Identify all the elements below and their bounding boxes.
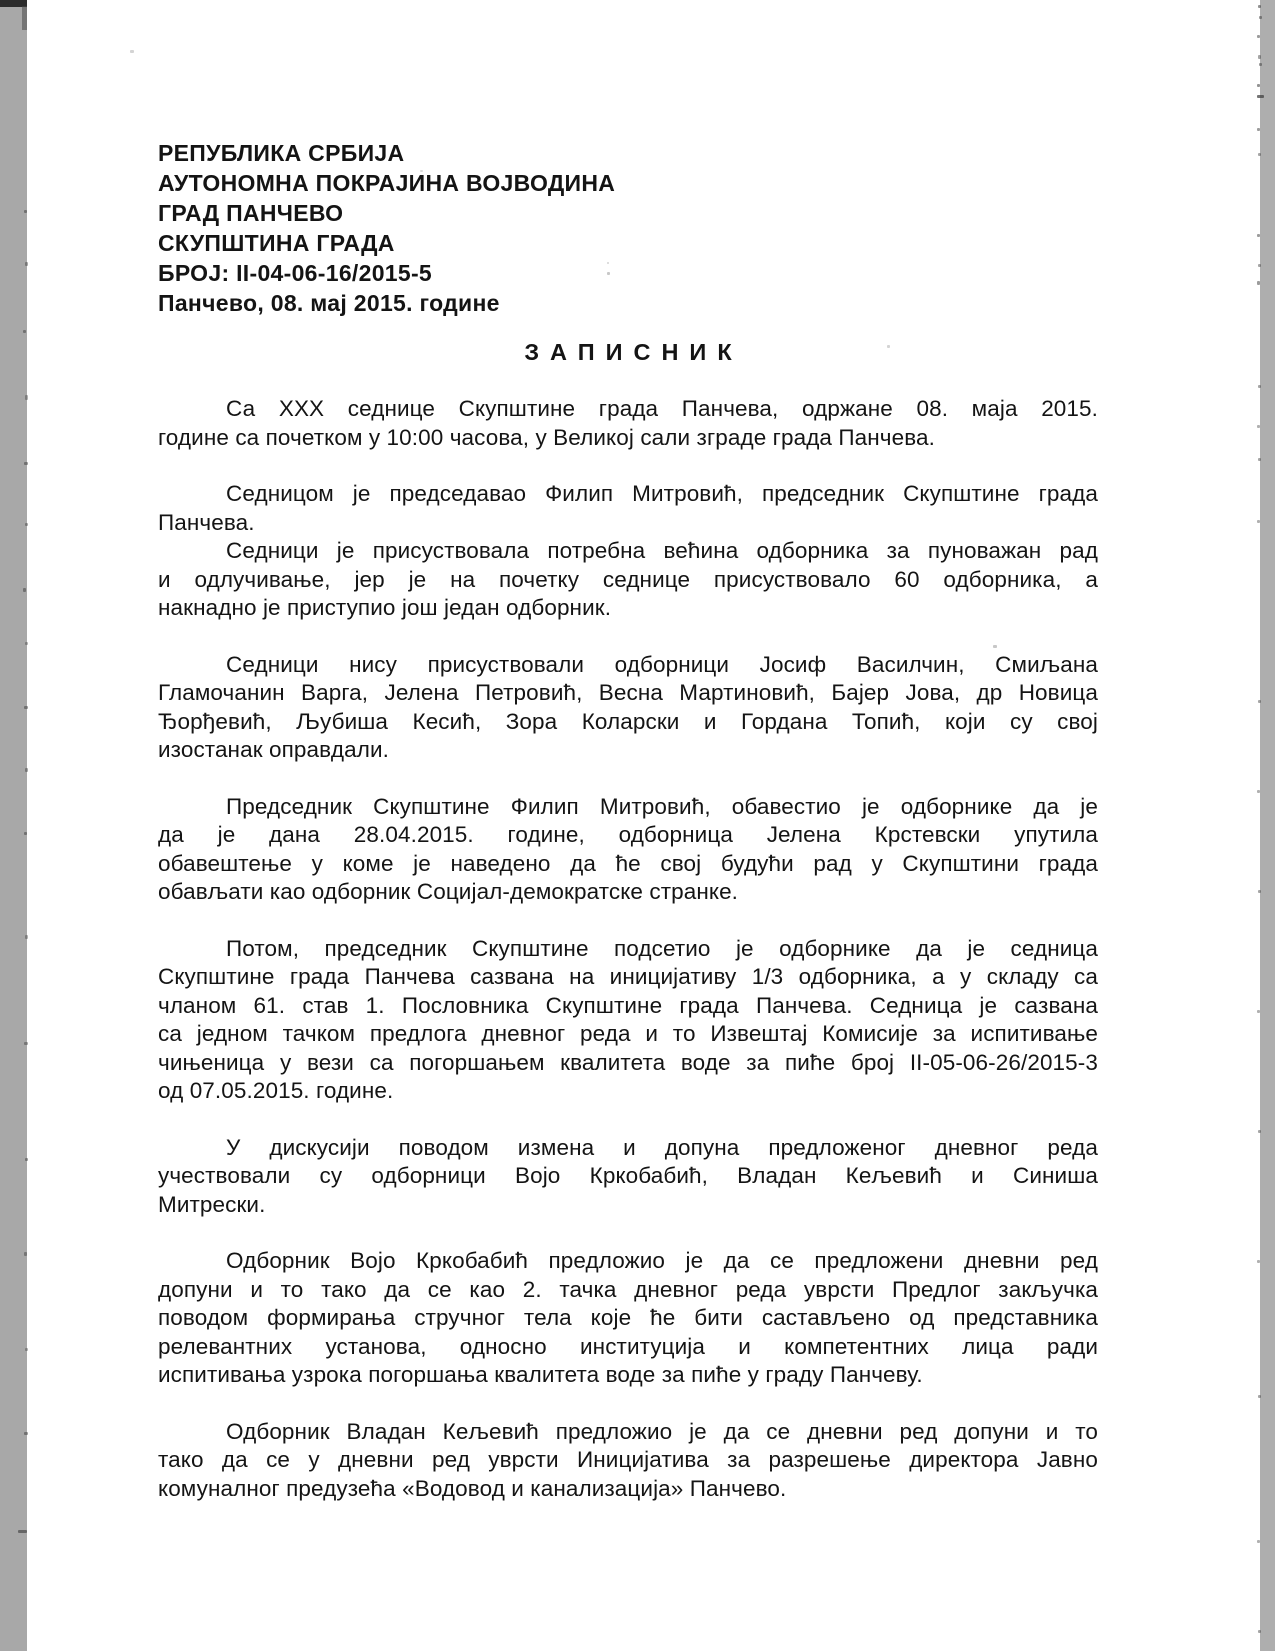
scan-speck	[23, 588, 26, 592]
scan-speck	[24, 462, 28, 465]
text-line: обавештење у коме је наведено да ће свој будући рад у Скупштини града	[158, 850, 1098, 876]
scan-speck	[24, 1042, 28, 1045]
document-header	[158, 138, 1098, 318]
scan-speck	[1257, 425, 1260, 428]
header-line: БРОЈ: II-04-06-16/2015-5	[158, 260, 433, 286]
text-line: обављати као одборник Социјал-демократске странке.	[158, 879, 739, 904]
paragraph	[158, 793, 1098, 907]
scan-speck	[1257, 1010, 1260, 1013]
text-line: са једном тачком предлога дневног реда и то Извештај Комисије за испитивање	[158, 1021, 1098, 1046]
scan-speck	[1257, 128, 1260, 131]
text-line: Гламочанин Варга, Јелена Петровић, Весна Мартиновић, Бајер Јова, др Новица	[158, 680, 1098, 705]
text-line: Панчева.	[158, 509, 255, 535]
scan-speck	[1258, 700, 1261, 703]
text-line: Седницом је председавао Филип Митровић, председник Скупштине града	[226, 481, 1098, 506]
text-line: накнадно је приступио још један одборник.	[158, 595, 612, 620]
scan-speck	[1257, 281, 1260, 285]
paragraph	[158, 537, 1098, 623]
text-line: Седници је присуствовала потребна већина одборника за пуноважан рад	[226, 538, 1098, 563]
paragraph	[158, 651, 1098, 765]
scan-speck	[1258, 1395, 1261, 1398]
scan-speck	[25, 1158, 28, 1161]
text-line: и одлучивање, јер је на почетку седнице присуствовало 60 одборника, а	[158, 566, 1098, 592]
text-line: Потом, председник Скупштине подсетио је одборнике да је седница	[226, 935, 1098, 961]
paragraph	[158, 1247, 1098, 1390]
paragraph	[158, 935, 1098, 1106]
paragraph	[158, 1134, 1098, 1220]
text-line: тако да се у дневни ред уврсти Иницијатива за разрешење директора Јавно	[158, 1447, 1098, 1472]
text-line: допуни и то тако да се као 2. тачка дневног реда уврсти Предлог закључка	[158, 1276, 1098, 1302]
scan-speck	[25, 935, 28, 939]
text-line: Са ХХХ седнице Скупштине града Панчева, одржане 08. маја 2015.	[226, 396, 1098, 421]
text-line: од 07.05.2015. године.	[158, 1078, 394, 1103]
text-line: Одборник Војо Кркобабић предложио је да се предложени дневни ред	[226, 1248, 1098, 1273]
text-line: чињеница у вези са погоршањем квалитета воде за пиће број II-05-06-26/2015-3	[158, 1049, 1098, 1075]
text-line: године са почетком у 10:00 часова, у Великој сали зграде града Панчева.	[158, 424, 936, 450]
scan-speck	[1258, 55, 1261, 59]
header-line: РЕПУБЛИКА СРБИЈА	[158, 140, 405, 166]
scan-speck	[25, 523, 28, 526]
scan-speck	[1257, 234, 1260, 237]
scan-speck	[23, 330, 26, 333]
scan-speck	[1259, 63, 1262, 66]
header-line: АУТОНОМНА ПОКРАЈИНА ВОЈВОДИНА	[158, 170, 616, 196]
scan-speck	[1258, 1630, 1261, 1633]
scan-corner-smudge	[22, 6, 27, 30]
scan-speck	[24, 1432, 28, 1435]
scan-speck	[1258, 458, 1261, 461]
paragraph	[158, 1418, 1098, 1504]
text-line: поводом формирања стручног тела које ће бити састављено од представника	[158, 1305, 1098, 1330]
scan-speck	[24, 832, 27, 835]
document-content	[158, 138, 1098, 1503]
scan-speck	[24, 706, 28, 709]
text-line: Седници нису присуствовали одборници Јосиф Василчин, Смиљана	[226, 651, 1098, 677]
scan-speck	[25, 262, 28, 266]
text-line: испитивања узрока погоршања квалитета воде за пиће у граду Панчеву.	[158, 1362, 923, 1387]
paragraph	[158, 395, 1098, 452]
scan-speck	[25, 768, 28, 772]
scan-speck	[1258, 264, 1261, 267]
scan-speck	[1257, 84, 1260, 87]
text-line: Митрески.	[158, 1191, 266, 1217]
text-line: Скупштине града Панчева сазвана на иницијативу 1/3 одборника, а у складу са	[158, 964, 1098, 989]
scan-speck	[1257, 1260, 1260, 1263]
text-line: изостанак оправдали.	[158, 737, 390, 762]
header-line: СКУПШТИНА ГРАДА	[158, 230, 395, 256]
text-line: Ђорђевић, Љубиша Кесић, Зора Коларски и Гордана Топић, који су свој	[158, 708, 1098, 734]
scan-speck	[1257, 95, 1264, 98]
scan-speck	[1257, 790, 1260, 793]
scan-edge-right	[1260, 0, 1275, 1651]
text-line: У дискусији поводом измена и допуна предложеног дневног реда	[226, 1134, 1098, 1160]
text-line: Одборник Владан Кељевић предложио је да се дневни ред допуни и то	[226, 1418, 1098, 1444]
header-line: Панчево, 08. мај 2015. године	[158, 290, 500, 316]
scan-speck	[25, 1348, 28, 1351]
scan-speck	[1258, 5, 1261, 8]
paragraph	[158, 480, 1098, 537]
text-line: Председник Скупштине Филип Митровић, обавестио је одборнике да је	[226, 793, 1098, 819]
scan-speck	[1258, 1130, 1261, 1133]
text-line: учествовали су одборници Војо Кркобабић, Владан Кељевић и Синиша	[158, 1163, 1098, 1188]
scan-speck	[1257, 35, 1260, 38]
scan-speck	[1257, 520, 1260, 523]
text-line: релевантних установа, односно институција и компетентних лица ради	[158, 1333, 1098, 1359]
scan-speck	[1258, 890, 1261, 893]
scan-speck	[25, 642, 28, 645]
scan-speck	[1259, 16, 1262, 19]
scan-edge-left	[0, 0, 27, 1651]
document-title: ЗАПИСНИК	[524, 339, 743, 365]
scan-speck	[130, 50, 134, 53]
scan-speck	[1258, 153, 1261, 156]
scan-speck	[1257, 1540, 1260, 1543]
text-line: да је дана 28.04.2015. године, одборница Јелена Крстевски упутила	[158, 822, 1098, 847]
text-line: чланом 61. став 1. Пословника Скупштине града Панчева. Седница је сазвана	[158, 992, 1098, 1018]
header-line: ГРАД ПАНЧЕВО	[158, 200, 344, 226]
scan-speck	[1258, 385, 1261, 388]
document-body	[158, 395, 1098, 1503]
scan-speck	[24, 210, 27, 213]
scan-speck	[18, 1530, 27, 1533]
scan-speck	[25, 395, 28, 400]
scan-speck	[24, 1252, 27, 1256]
text-line: комуналног предузећа «Водовод и канализација» Панчево.	[158, 1475, 787, 1501]
